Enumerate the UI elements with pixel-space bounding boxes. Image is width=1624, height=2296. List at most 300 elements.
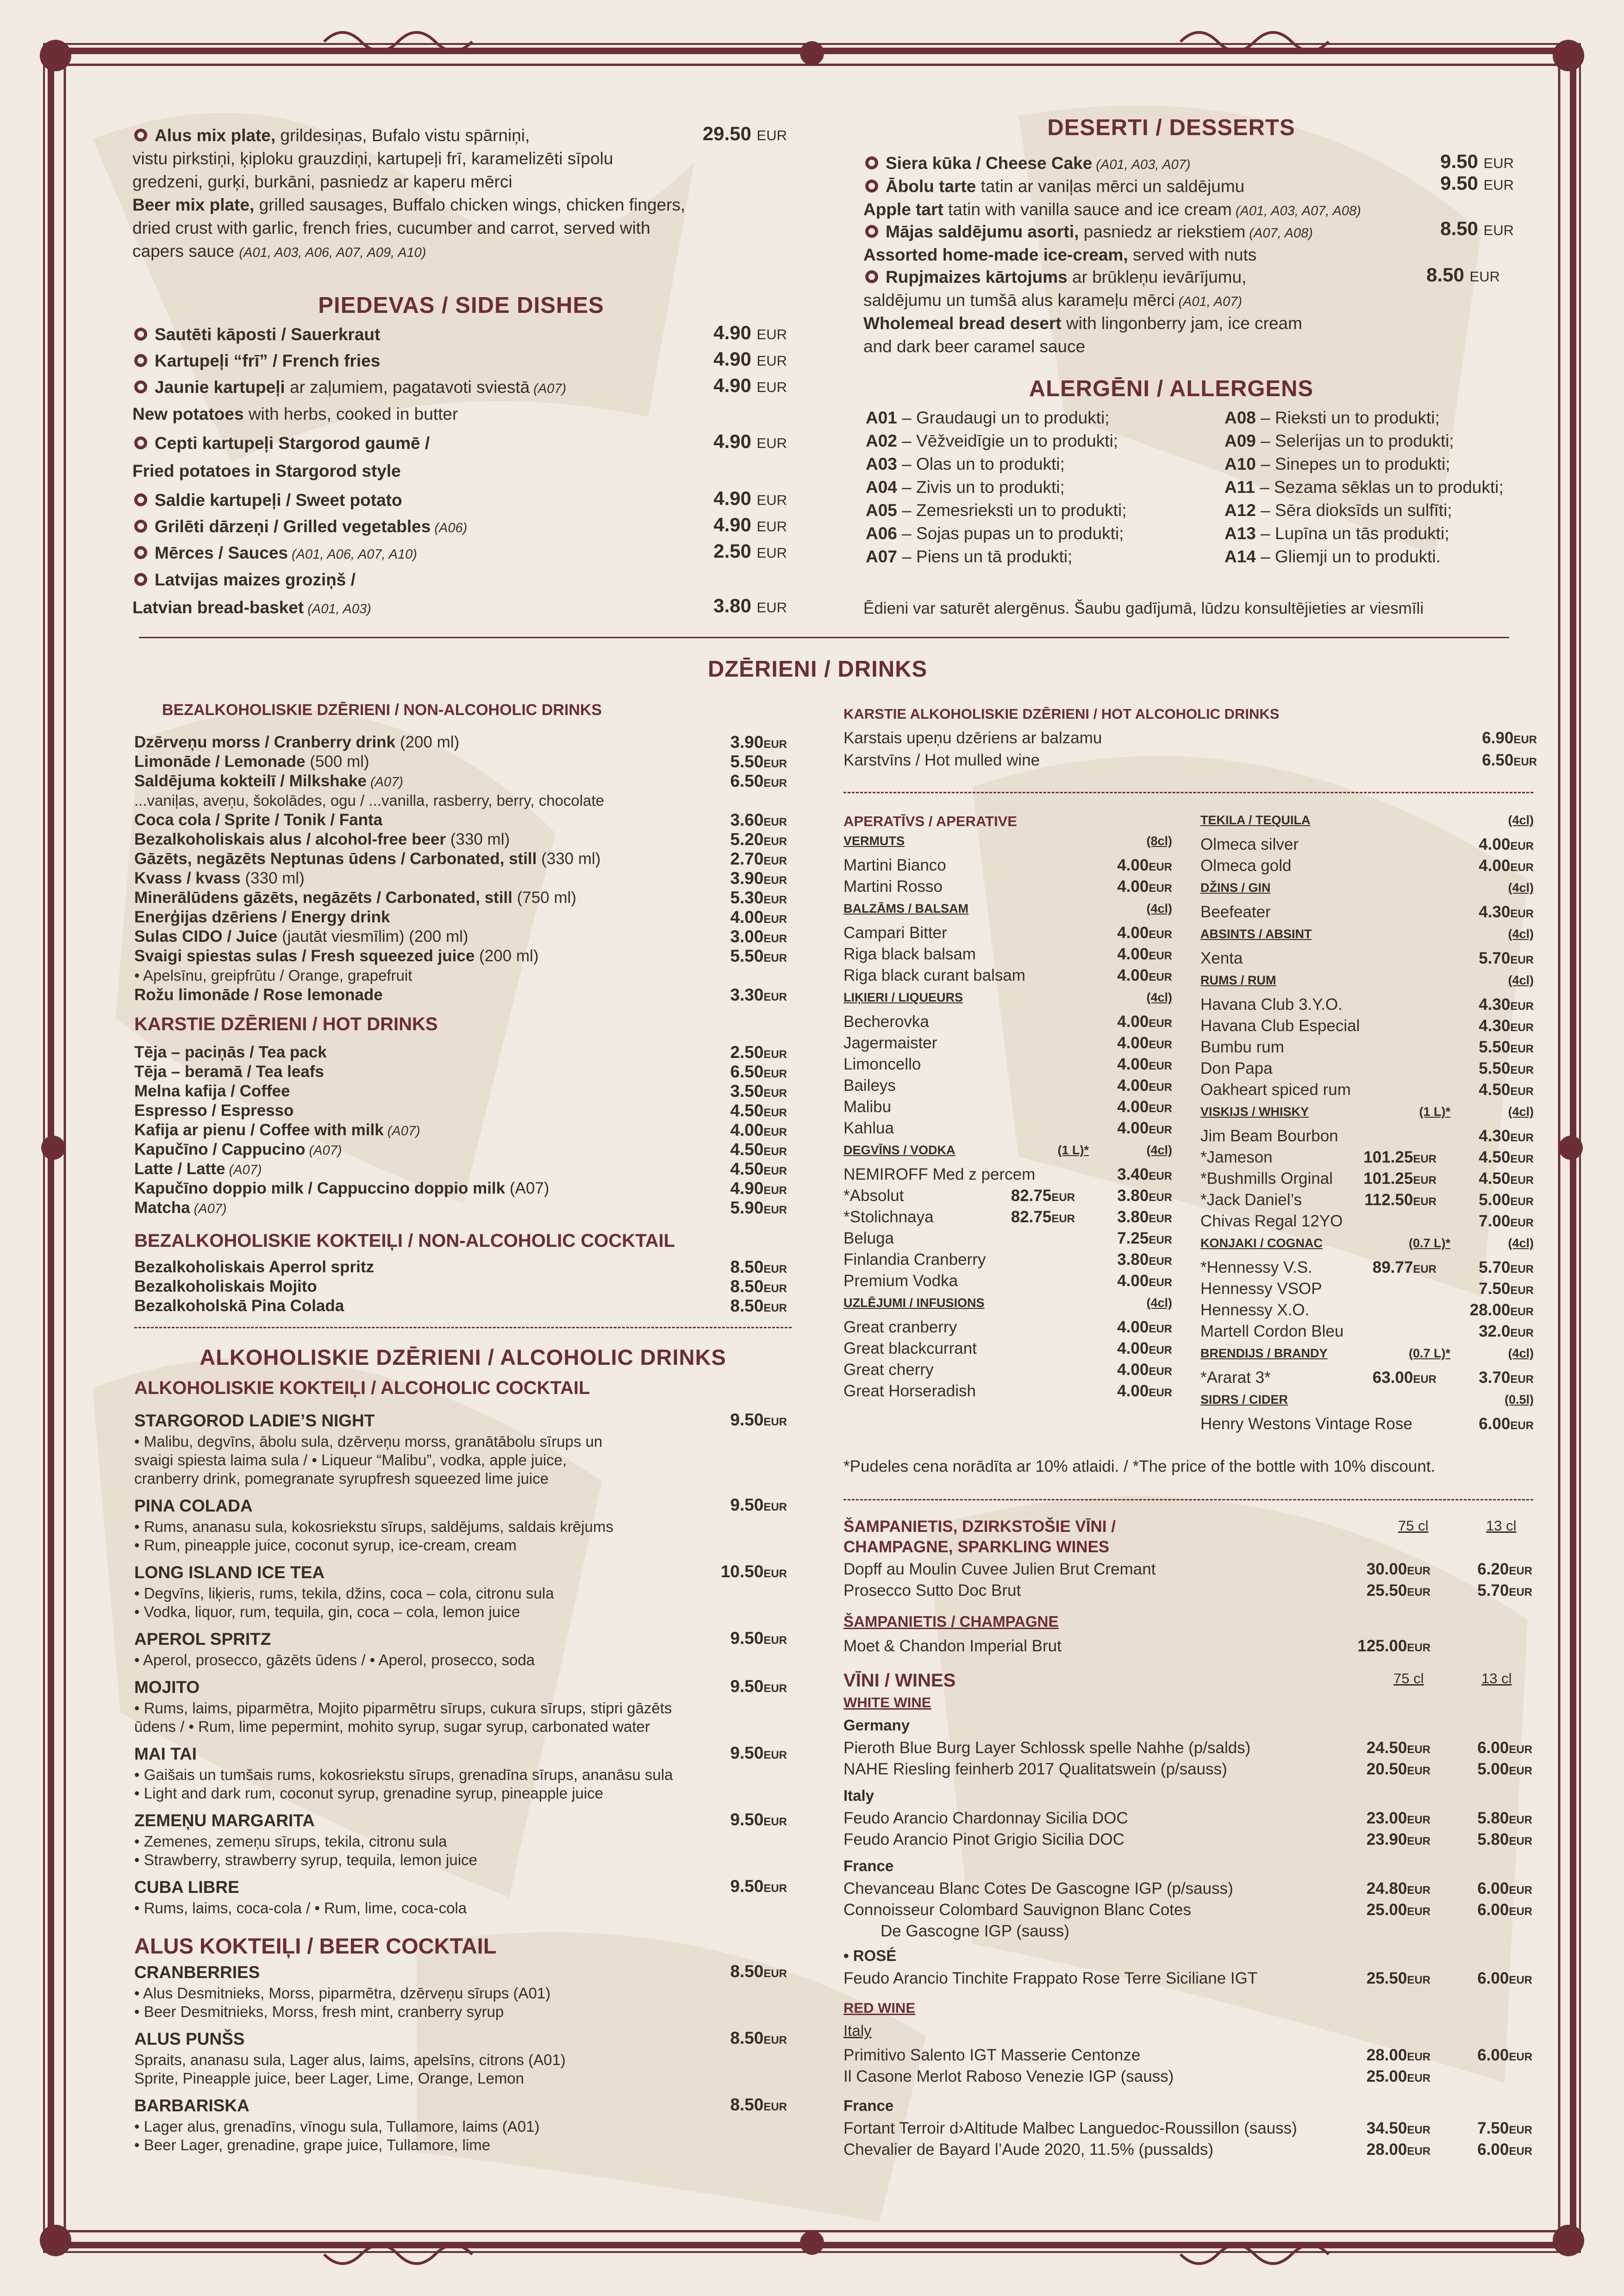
currency: EUR	[1509, 1565, 1532, 1577]
wine-item: Feudo Arancio Chardonnay Sicilia DOC	[843, 1809, 1128, 1827]
drink-item	[134, 966, 412, 985]
cocktail-desc: • Light and dark rum, coconut syrup, grenadine syrup, pineapple juice	[134, 1785, 604, 1802]
allergen-desc: – Sezama sēklas un to produkti;	[1260, 478, 1504, 497]
side-dish-item	[132, 377, 566, 399]
drink-name: Kapučīno doppio milk / Cappuccino doppio milk	[134, 1179, 506, 1197]
drink-price	[667, 1877, 787, 1896]
group-title-spirit-2: ABSINTS / ABSINT	[1200, 927, 1312, 941]
currency: EUR	[1510, 1263, 1534, 1276]
drink-item	[134, 888, 576, 908]
drink-price	[1324, 2046, 1430, 2065]
price-value: 4.00	[1117, 1098, 1149, 1116]
drink-price	[1061, 1339, 1172, 1358]
currency: EUR	[1407, 1642, 1430, 1654]
cocktail-desc: • Rum, pineapple juice, coconut syrup, ice-cream, cream	[134, 1537, 517, 1554]
price-value: 3.80	[1117, 1187, 1149, 1205]
currency: EUR	[1510, 1306, 1534, 1318]
drink-item: *Hennessy V.S.	[1200, 1258, 1312, 1276]
price-value: 4.50	[1479, 1170, 1511, 1188]
cocktail-name: ALUS PUNŠS	[134, 2029, 245, 2048]
price-value: 4.00	[1117, 1119, 1149, 1137]
wine-item: Chevalier de Bayard l’Aude 2020, 11.5% (pussalds)	[843, 2140, 1213, 2159]
dessert-text: pasniedz ar riekstiem	[1079, 222, 1246, 241]
alus-mix-line3: gredzeni, gurķi, burkāni, pasniedz ar kaperu mērci	[132, 172, 512, 191]
allergen-code: A03	[866, 454, 897, 473]
price	[1403, 172, 1514, 194]
currency: EUR	[1407, 1586, 1430, 1599]
price	[676, 322, 787, 344]
drink-item	[134, 1198, 227, 1219]
price-value: 4.50	[1479, 1081, 1511, 1099]
price-value: 4.00	[1117, 1076, 1149, 1095]
price-value: 82.75	[1011, 1187, 1052, 1205]
currency: EUR	[763, 816, 787, 828]
drink-item	[134, 752, 369, 772]
plate-icon	[132, 352, 149, 368]
country-italy: Italy	[843, 2022, 872, 2039]
price-value: 101.25	[1363, 1148, 1413, 1166]
allergen-desc: – Selerijas un to produkti;	[1261, 431, 1454, 450]
currency: EUR	[1149, 1017, 1172, 1030]
drink-price	[1423, 1017, 1534, 1035]
currency: EUR	[1510, 1327, 1534, 1339]
drink-name: Espresso / Espresso	[134, 1101, 294, 1120]
drink-price	[667, 810, 787, 830]
currency: EUR	[1149, 1081, 1172, 1094]
price-value: 8.50	[730, 1296, 764, 1315]
side-dish-text: Jaunie kartupeļi	[155, 378, 285, 397]
drink-item: NEMIROFF Med z percem	[843, 1165, 1036, 1183]
price-value: 6.00	[1477, 1901, 1509, 1919]
cocktail-name: CRANBERRIES	[134, 1963, 260, 1982]
beer-title: ALUS KOKTEIĻI / BEER COCKTAIL	[134, 1934, 497, 1958]
drink-name: Kafija ar pienu / Coffee with milk	[134, 1121, 384, 1139]
drink-price	[1423, 1280, 1534, 1298]
price-value: 8.50	[730, 1277, 764, 1296]
drink-item: Jim Beam Bourbon	[1200, 1127, 1338, 1145]
side-dish-text: (A06)	[431, 521, 468, 535]
price	[1389, 264, 1500, 286]
price-value: 7.50	[1477, 2119, 1509, 2137]
currency: EUR	[1407, 2145, 1430, 2158]
price-value: 8.50	[730, 1962, 764, 1981]
drink-price	[1061, 1272, 1172, 1290]
drink-item: Great cranberry	[843, 1318, 957, 1336]
drink-price	[667, 1962, 787, 1981]
currency: EUR	[1510, 1174, 1534, 1187]
side-dish-text: with herbs, cooked in butter	[244, 404, 458, 423]
allergen-desc: – Zivis un to produkti;	[902, 478, 1065, 497]
price-value: 5.80	[1477, 1809, 1509, 1827]
currency: EUR	[1407, 1835, 1430, 1848]
drink-item: *Stolichnaya	[843, 1208, 934, 1226]
group-volume: (4cl)	[1146, 990, 1172, 1004]
allergens-title: ALERGĒNI / ALLERGENS	[1029, 376, 1314, 401]
side-dish-text: Latvijas maizes groziņš /	[155, 570, 356, 589]
country-france: France	[843, 1857, 894, 1874]
drink-item: Havana Club 3.Y.O.	[1200, 996, 1343, 1014]
side-dish-item	[132, 597, 371, 620]
dashed-divider	[843, 792, 1533, 793]
drink-name: Gāzēts, negāzēts Neptunas ūdens / Carbonated, still	[134, 850, 537, 868]
drink-item: Beefeater	[1200, 903, 1271, 921]
drink-price	[667, 1810, 787, 1829]
allergen-code: A12	[1224, 501, 1256, 520]
allergen-code: A08	[1224, 408, 1256, 427]
drink-item: Baileys	[843, 1076, 896, 1095]
dessert-text: (A07, A08)	[1245, 226, 1313, 241]
currency: EUR	[1407, 1743, 1430, 1756]
group-title-aperitif-2: LIĶIERI / LIQUEURS	[843, 990, 963, 1004]
price-value: 6.00	[1479, 1415, 1511, 1433]
allergen-item	[866, 546, 1072, 567]
currency: EUR	[1149, 1276, 1172, 1289]
allergen-code: A01	[866, 408, 897, 427]
drink-price	[1423, 996, 1534, 1014]
price-value: 4.00	[730, 908, 764, 927]
price-value: 7.25	[1117, 1229, 1149, 1247]
price	[676, 348, 787, 370]
price-value: 20.50	[1366, 1760, 1407, 1778]
currency: EUR	[1513, 756, 1537, 768]
cocktail-desc: ūdens / • Rum, lime pepermint, mohito syrup, sugar syrup, carbonated water	[134, 1718, 650, 1735]
dessert-text: Apple tart	[863, 200, 943, 219]
allergen-item	[1224, 407, 1440, 429]
drink-name: Tēja – beramā / Tea leafs	[134, 1063, 324, 1081]
side-dish-item	[132, 542, 417, 565]
price-value: 3.30	[730, 985, 764, 1004]
rose-title: • ROSÉ	[843, 1947, 897, 1964]
drink-price	[1061, 1119, 1172, 1138]
wine-item: Chevanceau Blanc Cotes De Gascogne IGP (p/sauss)	[843, 1879, 1233, 1898]
currency: EUR	[763, 1634, 787, 1647]
price-value: 6.20	[1477, 1560, 1509, 1578]
currency: EUR	[763, 1501, 787, 1513]
dessert-item	[863, 313, 1302, 334]
drink-item: Campari Bitter	[843, 924, 947, 942]
dessert-text: Rupjmaizes kārtojums	[886, 268, 1068, 286]
drink-price	[1423, 1081, 1534, 1099]
price-value: 4.30	[1479, 903, 1511, 921]
currency: EUR	[1407, 2051, 1430, 2063]
price-value: 9.50	[730, 1810, 764, 1829]
wine-item: Feudo Arancio Tinchite Frappato Rose Terre Siciliane IGT	[843, 1969, 1258, 1987]
drink-item: Beluga	[843, 1229, 894, 1247]
white-wine-title: WHITE WINE	[843, 1694, 931, 1711]
currency: EUR	[1149, 882, 1172, 895]
side-dish-text: (A01, A06, A07, A10)	[287, 547, 417, 562]
currency: EUR	[1509, 2051, 1532, 2063]
drink-price	[1061, 1251, 1172, 1269]
price-value: 25.50	[1366, 1969, 1407, 1987]
group-title-spirit-5: KONJAKI / COGNAC	[1200, 1236, 1323, 1250]
wine-item: Moet & Chandon Imperial Brut	[843, 1637, 1062, 1655]
price-value: 4.00	[1117, 945, 1149, 963]
allergen-code: A02	[866, 431, 897, 450]
drink-item	[134, 1120, 420, 1141]
drink-price	[667, 985, 787, 1005]
price-value: 4.30	[1479, 1127, 1511, 1145]
cocktail-desc: • Zemenes, zemeņu sīrups, tekila, citronu sula	[134, 1833, 447, 1850]
currency: EUR	[1509, 1586, 1532, 1599]
drink-item: Olmeca silver	[1200, 835, 1299, 853]
drink-price	[1330, 1191, 1437, 1209]
drink-item	[134, 1159, 262, 1180]
price-value: 101.25	[1363, 1170, 1413, 1188]
wine-item: Prosecco Sutto Doc Brut	[843, 1581, 1021, 1599]
drink-price	[1435, 1879, 1532, 1898]
alc-title: ALKOHOLISKIE DZĒRIENI / ALCOHOLIC DRINKS	[200, 1345, 726, 1369]
drink-price	[1423, 1301, 1534, 1319]
group-volume: (4cl)	[1508, 1105, 1534, 1119]
currency: EUR	[756, 435, 787, 451]
price-value: 4.00	[1117, 1013, 1149, 1031]
price-value: 2.50	[730, 1043, 764, 1062]
side-dish-text: Fried potatoes in Stargorod style	[132, 461, 401, 480]
drink-price	[667, 2095, 787, 2115]
price	[676, 514, 787, 536]
plate-icon	[132, 491, 149, 508]
drink-price	[1324, 1901, 1430, 1919]
plate-icon	[132, 517, 149, 534]
allergen-item	[866, 407, 1110, 429]
drink-price	[1423, 1059, 1534, 1078]
group-title-spirit-4: VISKIJS / WHISKY	[1200, 1105, 1309, 1119]
price-value: 3.80	[1117, 1208, 1149, 1226]
dessert-text: (A01, A03, A07, A08)	[1231, 204, 1361, 218]
drink-note: (330 ml)	[537, 850, 601, 868]
group-volume: (4cl)	[1508, 813, 1534, 827]
price-value: 24.80	[1366, 1879, 1407, 1898]
dashed-divider	[134, 1327, 792, 1328]
allergen-code: A06	[866, 524, 897, 543]
cocktail-desc: • Beer Desmitnieks, Morss, fresh mint, cranberry syrup	[134, 2003, 504, 2020]
currency: EUR	[1149, 1255, 1172, 1268]
red-wine-title: RED WINE	[843, 2000, 915, 2016]
champagne-title: ŠAMPANIETIS / CHAMPAGNE	[843, 1613, 1059, 1630]
group-bottle-volume: (0.7 L)*	[1408, 1346, 1450, 1360]
price-value: 4.00	[1479, 835, 1511, 853]
dessert-item	[863, 221, 1313, 244]
plate-icon	[132, 378, 149, 395]
currency: EUR	[1509, 2124, 1532, 2136]
price-value: 9.50	[730, 1677, 764, 1696]
dessert-text: tatin ar vaniļas mērci un saldējumu	[976, 177, 1245, 196]
drink-item: Malibu	[843, 1098, 892, 1116]
currency: EUR	[1509, 1905, 1532, 1918]
price-value: 4.90	[713, 374, 751, 396]
drink-price	[667, 752, 787, 772]
side-dish-text: Saldie kartupeļi / Sweet potato	[155, 491, 402, 510]
drink-price	[1435, 1969, 1532, 1988]
drink-price	[1435, 2140, 1532, 2159]
group-volume: (0.5l)	[1504, 1393, 1534, 1406]
drink-price	[1061, 1318, 1172, 1337]
drink-item: *Jack Daniel’s	[1200, 1191, 1302, 1209]
col-13: 13 cl	[1486, 1518, 1517, 1534]
price-value: 9.50	[1440, 150, 1478, 172]
col-75: 75 cl	[1393, 1670, 1424, 1686]
currency: EUR	[763, 758, 787, 770]
drink-price	[1061, 877, 1172, 896]
cocktail-desc: • Gaišais un tumšais rums, kokosriekstu sīrups, grenadīna sīrups, ananāsu sula	[134, 1766, 673, 1783]
currency: EUR	[1513, 734, 1537, 746]
dessert-item	[863, 244, 1256, 266]
plate-icon	[863, 268, 880, 285]
drink-item: Riga black curant balsam	[843, 966, 1025, 984]
dessert-text: served with nuts	[1128, 245, 1257, 264]
sparkling-title: ŠAMPANIETIS, DZIRKSTOŠIE VĪNI /	[843, 1518, 1116, 1536]
currency: EUR	[1149, 1323, 1172, 1335]
currency: EUR	[763, 1087, 787, 1100]
drink-price	[667, 772, 787, 791]
drink-price	[667, 1629, 787, 1648]
group-title-spirit-3: RUMS / RUM	[1200, 973, 1276, 987]
allergen-desc: – Rieksti un to produkti;	[1261, 408, 1440, 427]
allergen-code: A05	[866, 501, 897, 520]
drink-name: Kapučīno / Cappucino	[134, 1140, 306, 1158]
drink-item: Great cherry	[843, 1361, 934, 1379]
allergen-item	[1224, 500, 1452, 521]
drink-price	[667, 1562, 787, 1581]
currency: EUR	[763, 2034, 787, 2047]
drink-price	[1423, 1415, 1534, 1433]
allergen-desc: – Sēra dioksīds un sulfīti;	[1261, 501, 1452, 520]
price-value: 4.00	[1117, 1055, 1149, 1073]
price-value: 6.50	[730, 1062, 764, 1081]
hot-title: KARSTIE DZĒRIENI / HOT DRINKS	[134, 1014, 438, 1034]
currency: EUR	[1510, 1085, 1534, 1098]
drink-price	[1061, 1034, 1172, 1052]
drink-name: Minerālūdens gāzēts, negāzēts / Carbonated, still	[134, 889, 512, 907]
drink-price	[1423, 1212, 1534, 1231]
cocktail-desc: • Alus Desmitnieks, Morss, piparmētra, dzērveņu sīrups (A01)	[134, 1985, 551, 2002]
drink-item: Xenta	[1200, 949, 1243, 967]
price-value: 5.70	[1477, 1581, 1509, 1599]
price-value: 23.00	[1366, 1809, 1407, 1827]
alus-mix-price: 29.50 EUR	[702, 123, 787, 144]
price-value: 112.50	[1364, 1191, 1413, 1209]
dessert-text: ar brūkleņu ievārījumu,	[1067, 268, 1247, 286]
allergen-desc: – Vēžveidīgie un to produkti;	[902, 431, 1118, 450]
drink-price	[1435, 1809, 1532, 1828]
drink-price	[667, 1296, 787, 1316]
price-value: 5.50	[1479, 1038, 1511, 1056]
drink-item	[134, 869, 305, 888]
currency: EUR	[1149, 1365, 1172, 1378]
drink-price	[1423, 1170, 1534, 1188]
price-value: 4.00	[1117, 1034, 1149, 1052]
price-value: 9.50	[730, 1877, 764, 1896]
drink-item: Oakheart spiced rum	[1200, 1081, 1351, 1099]
dessert-text: with lingonberry jam, ice cream	[1061, 314, 1302, 333]
price-value: 30.00	[1366, 1560, 1407, 1578]
price-value: 4.90	[713, 322, 751, 343]
group-volume: (4cl)	[1508, 1346, 1534, 1360]
drink-price	[667, 849, 787, 869]
currency: EUR	[1510, 1064, 1534, 1076]
drink-note: (500 ml)	[305, 753, 369, 771]
drink-price	[1324, 1637, 1430, 1655]
wines-title: VĪNI / WINES	[843, 1670, 956, 1691]
currency: EUR	[1149, 1102, 1172, 1115]
currency: EUR	[1407, 1905, 1430, 1918]
currency: EUR	[1510, 1000, 1534, 1013]
side-dish-text: Sautēti kāposti / Sauerkraut	[155, 325, 381, 344]
side-dish-text: Kartupeļi “frī” / French fries	[155, 351, 381, 370]
currency: EUR	[763, 835, 787, 848]
drink-price	[1435, 2046, 1532, 2065]
drink-price	[1324, 2067, 1430, 2086]
drink-price	[1324, 1560, 1430, 1579]
drink-item	[134, 1277, 317, 1296]
price	[1403, 218, 1514, 240]
side-dish-item	[132, 404, 458, 425]
drink-name: Matcha	[134, 1199, 190, 1217]
plate-icon	[863, 154, 880, 171]
wine-item: Pieroth Blue Burg Layer Schlossk spelle Nahhe (p/salds)	[843, 1739, 1251, 1757]
group-volume: (4cl)	[1508, 1236, 1534, 1250]
plate-icon	[132, 571, 149, 587]
currency: EUR	[763, 1068, 787, 1080]
currency: EUR	[1510, 908, 1534, 920]
cocktail-desc: Sprite, Pineapple juice, beer Lager, Lime, Orange, Lemon	[134, 2070, 525, 2087]
currency: EUR	[756, 379, 787, 395]
price-value: 28.00	[1366, 2140, 1407, 2159]
price-value: 5.50	[730, 752, 764, 771]
group-volume: (4cl)	[1146, 902, 1172, 915]
price-value: 4.50	[730, 1140, 764, 1159]
drink-price	[1330, 1258, 1437, 1277]
price-value: 5.00	[1477, 1760, 1509, 1778]
dessert-text: tatin with vanilla sauce and ice cream	[943, 200, 1232, 219]
allergen-desc: – Sojas pupas un to produkti;	[902, 524, 1124, 543]
side-dish-text: Cepti kartupeļi Stargorod gaumē /	[155, 434, 430, 453]
price-value: 2.70	[730, 849, 764, 868]
price-value: 5.30	[730, 888, 764, 907]
currency: EUR	[1149, 971, 1172, 983]
price-value: 4.90	[713, 514, 751, 535]
price-value: 3.80	[713, 595, 751, 616]
drink-item: Great Horseradish	[843, 1382, 976, 1400]
drink-item: Martini Bianco	[843, 856, 946, 874]
currency: EUR	[1510, 1195, 1534, 1208]
currency: EUR	[1149, 1170, 1172, 1182]
currency: EUR	[1509, 1835, 1532, 1848]
price-value: 5.50	[730, 946, 764, 965]
price-value: 32.0	[1479, 1322, 1511, 1340]
currency: EUR	[763, 2101, 787, 2113]
drink-item	[134, 985, 383, 1005]
beer-mix-line3: capers sauce (A01, A03, A06, A07, A09, A10)	[132, 242, 426, 261]
drink-item	[134, 849, 600, 869]
drink-price	[1423, 949, 1534, 968]
price-value: 3.90	[730, 733, 764, 752]
currency: EUR	[763, 1682, 787, 1695]
drink-price	[667, 1120, 787, 1140]
drink-price	[1061, 1382, 1172, 1400]
price-value: 6.00	[1477, 1879, 1509, 1898]
drink-price	[1435, 1560, 1532, 1579]
drink-price	[1324, 2119, 1430, 2138]
drink-item	[134, 810, 382, 830]
side-dish-item	[132, 433, 430, 454]
drink-price	[667, 1495, 787, 1515]
beer-mix-line1: Beer mix plate, grilled sausages, Buffalo chicken wings, chicken fingers,	[132, 195, 686, 214]
drink-note: (A07)	[190, 1201, 227, 1216]
plate-icon	[863, 177, 880, 194]
drink-name: Saldējuma kokteilī / Milkshake	[134, 772, 367, 790]
